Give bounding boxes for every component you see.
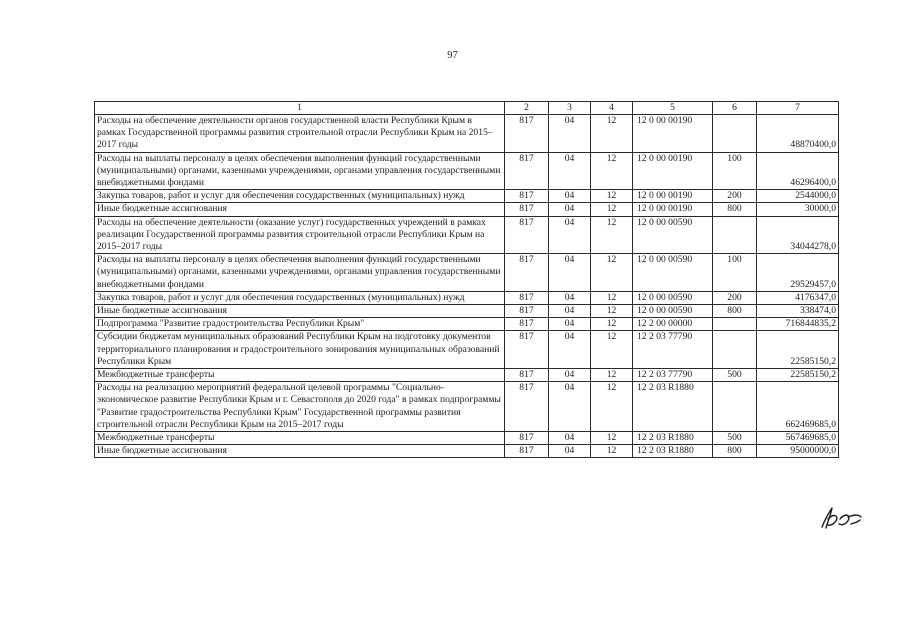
section-cell: 04 — [549, 331, 591, 369]
expense-type-cell: 800 — [713, 445, 757, 458]
target-article-cell: 12 0 00 00590 — [633, 291, 713, 304]
amount-cell: 4176347,0 — [757, 291, 839, 304]
amount-cell: 567469685,0 — [757, 432, 839, 445]
expense-type-cell — [713, 382, 757, 432]
subsection-cell: 12 — [591, 331, 633, 369]
section-cell: 04 — [549, 190, 591, 203]
amount-cell: 29529457,0 — [757, 254, 839, 292]
row-name-cell: Иные бюджетные ассигнования — [95, 203, 505, 216]
target-article-cell: 12 2 03 R1880 — [633, 382, 713, 432]
header-cell: 7 — [757, 102, 839, 115]
section-cell: 04 — [549, 216, 591, 254]
expense-type-cell: 500 — [713, 432, 757, 445]
row-name-cell: Расходы на выплаты персоналу в целях обеспечения выполнения функций государственными (муниципальными) органами, казенными учреждениями, органами управления государственными внебюджетными фондами — [95, 152, 505, 190]
section-cell: 04 — [549, 254, 591, 292]
row-name-cell: Иные бюджетные ассигнования — [95, 445, 505, 458]
expense-type-cell: 200 — [713, 291, 757, 304]
subsection-cell: 12 — [591, 254, 633, 292]
target-article-cell: 12 0 00 00590 — [633, 254, 713, 292]
row-name-cell: Межбюджетные трансферты — [95, 432, 505, 445]
target-article-cell: 12 0 00 00190 — [633, 190, 713, 203]
table-row — [95, 305, 839, 318]
table-row — [95, 331, 839, 369]
subsection-cell: 12 — [591, 291, 633, 304]
header-cell: 6 — [713, 102, 757, 115]
expense-type-cell — [713, 216, 757, 254]
target-article-cell: 12 2 00 00000 — [633, 318, 713, 331]
row-name-cell: Закупка товаров, работ и услуг для обеспечения государственных (муниципальных) нужд — [95, 291, 505, 304]
row-name-cell: Расходы на обеспечение деятельности (оказание услуг) государственных учреждений в рамках реализации Государственной программы развития строительной отрасли Республики Крым на 2015–2017 годы — [95, 216, 505, 254]
subsection-cell: 12 — [591, 382, 633, 432]
subsection-cell: 12 — [591, 203, 633, 216]
expense-type-cell: 800 — [713, 305, 757, 318]
table-row — [95, 216, 839, 254]
expense-type-cell: 800 — [713, 203, 757, 216]
amount-cell: 95000000,0 — [757, 445, 839, 458]
table-row — [95, 445, 839, 458]
row-name-cell: Субсидии бюджетам муниципальных образований Республики Крым на подготовку документов территориального планирования и градостроительного зонирования муниципальных образований Республики Крым — [95, 331, 505, 369]
header-cell: 3 — [549, 102, 591, 115]
header-cell: 5 — [633, 102, 713, 115]
budget-table — [94, 101, 839, 458]
section-cell: 04 — [549, 369, 591, 382]
expense-type-cell: 500 — [713, 369, 757, 382]
header-cell: 1 — [95, 102, 505, 115]
section-cell: 04 — [549, 115, 591, 153]
table-row — [95, 203, 839, 216]
section-cell: 04 — [549, 445, 591, 458]
table-row — [95, 152, 839, 190]
subsection-cell: 12 — [591, 369, 633, 382]
amount-cell: 2544000,0 — [757, 190, 839, 203]
amount-cell: 22585150,2 — [757, 331, 839, 369]
amount-cell: 34044278,0 — [757, 216, 839, 254]
target-article-cell: 12 2 03 R1880 — [633, 445, 713, 458]
target-article-cell: 12 2 03 77790 — [633, 331, 713, 369]
row-name-cell: Расходы на выплаты персоналу в целях обеспечения выполнения функций государственными (муниципальными) органами, казенными учреждениями, органами управления государственными внебюджетными фондами — [95, 254, 505, 292]
subsection-cell: 12 — [591, 318, 633, 331]
page-number: 97 — [447, 50, 458, 61]
section-cell: 04 — [549, 318, 591, 331]
subsection-cell: 12 — [591, 115, 633, 153]
table-row — [95, 190, 839, 203]
grbs-cell: 817 — [505, 445, 549, 458]
amount-cell: 46296400,0 — [757, 152, 839, 190]
target-article-cell: 12 2 03 R1880 — [633, 432, 713, 445]
row-name-cell: Иные бюджетные ассигнования — [95, 305, 505, 318]
subsection-cell: 12 — [591, 190, 633, 203]
section-cell: 04 — [549, 432, 591, 445]
table-row — [95, 382, 839, 432]
section-cell: 04 — [549, 203, 591, 216]
table-row — [95, 254, 839, 292]
row-name-cell: Межбюджетные трансферты — [95, 369, 505, 382]
grbs-cell: 817 — [505, 382, 549, 432]
row-name-cell: Расходы на реализацию мероприятий федеральной целевой программы "Социально-экономическое развитие Республики Крым и г. Севастополя до 2020 года" в рамках подпрограммы "Развитие градостроительства Республики Крым" Государственной программы развития строительной отрасли Республики Крым на 2015–2017 годы — [95, 382, 505, 432]
target-article-cell: 12 0 00 00190 — [633, 152, 713, 190]
grbs-cell: 817 — [505, 216, 549, 254]
section-cell: 04 — [549, 305, 591, 318]
target-article-cell: 12 0 00 00190 — [633, 203, 713, 216]
section-cell: 04 — [549, 152, 591, 190]
amount-cell: 338474,0 — [757, 305, 839, 318]
expense-type-cell: 100 — [713, 152, 757, 190]
grbs-cell: 817 — [505, 305, 549, 318]
grbs-cell: 817 — [505, 318, 549, 331]
target-article-cell: 12 0 00 00590 — [633, 305, 713, 318]
expense-type-cell — [713, 331, 757, 369]
subsection-cell: 12 — [591, 152, 633, 190]
target-article-cell: 12 0 00 00590 — [633, 216, 713, 254]
header-cell: 2 — [505, 102, 549, 115]
section-cell: 04 — [549, 291, 591, 304]
amount-cell: 48870400,0 — [757, 115, 839, 153]
subsection-cell: 12 — [591, 432, 633, 445]
subsection-cell: 12 — [591, 445, 633, 458]
amount-cell: 22585150,2 — [757, 369, 839, 382]
amount-cell: 662469685,0 — [757, 382, 839, 432]
header-row — [95, 102, 839, 115]
header-cell: 4 — [591, 102, 633, 115]
grbs-cell: 817 — [505, 190, 549, 203]
table-row — [95, 291, 839, 304]
table-row — [95, 432, 839, 445]
target-article-cell: 12 2 03 77790 — [633, 369, 713, 382]
expense-type-cell — [713, 115, 757, 153]
table-row — [95, 369, 839, 382]
subsection-cell: 12 — [591, 216, 633, 254]
row-name-cell: Расходы на обеспечение деятельности органов государственной власти Республики Крым в рамках Государственной программы развития строительной отрасли Республики Крым на 2015–2017 годы — [95, 115, 505, 153]
grbs-cell: 817 — [505, 432, 549, 445]
grbs-cell: 817 — [505, 203, 549, 216]
subsection-cell: 12 — [591, 305, 633, 318]
expense-type-cell: 200 — [713, 190, 757, 203]
section-cell: 04 — [549, 382, 591, 432]
grbs-cell: 817 — [505, 291, 549, 304]
row-name-cell: Подпрограмма "Развитие градостроительства Республики Крым" — [95, 318, 505, 331]
expense-type-cell: 100 — [713, 254, 757, 292]
target-article-cell: 12 0 00 00190 — [633, 115, 713, 153]
signature-mark — [818, 505, 864, 531]
grbs-cell: 817 — [505, 152, 549, 190]
amount-cell: 30000,0 — [757, 203, 839, 216]
grbs-cell: 817 — [505, 331, 549, 369]
grbs-cell: 817 — [505, 115, 549, 153]
grbs-cell: 817 — [505, 254, 549, 292]
row-name-cell: Закупка товаров, работ и услуг для обеспечения государственных (муниципальных) нужд — [95, 190, 505, 203]
expense-type-cell — [713, 318, 757, 331]
table-row — [95, 115, 839, 153]
grbs-cell: 817 — [505, 369, 549, 382]
amount-cell: 716844835,2 — [757, 318, 839, 331]
table-row — [95, 318, 839, 331]
